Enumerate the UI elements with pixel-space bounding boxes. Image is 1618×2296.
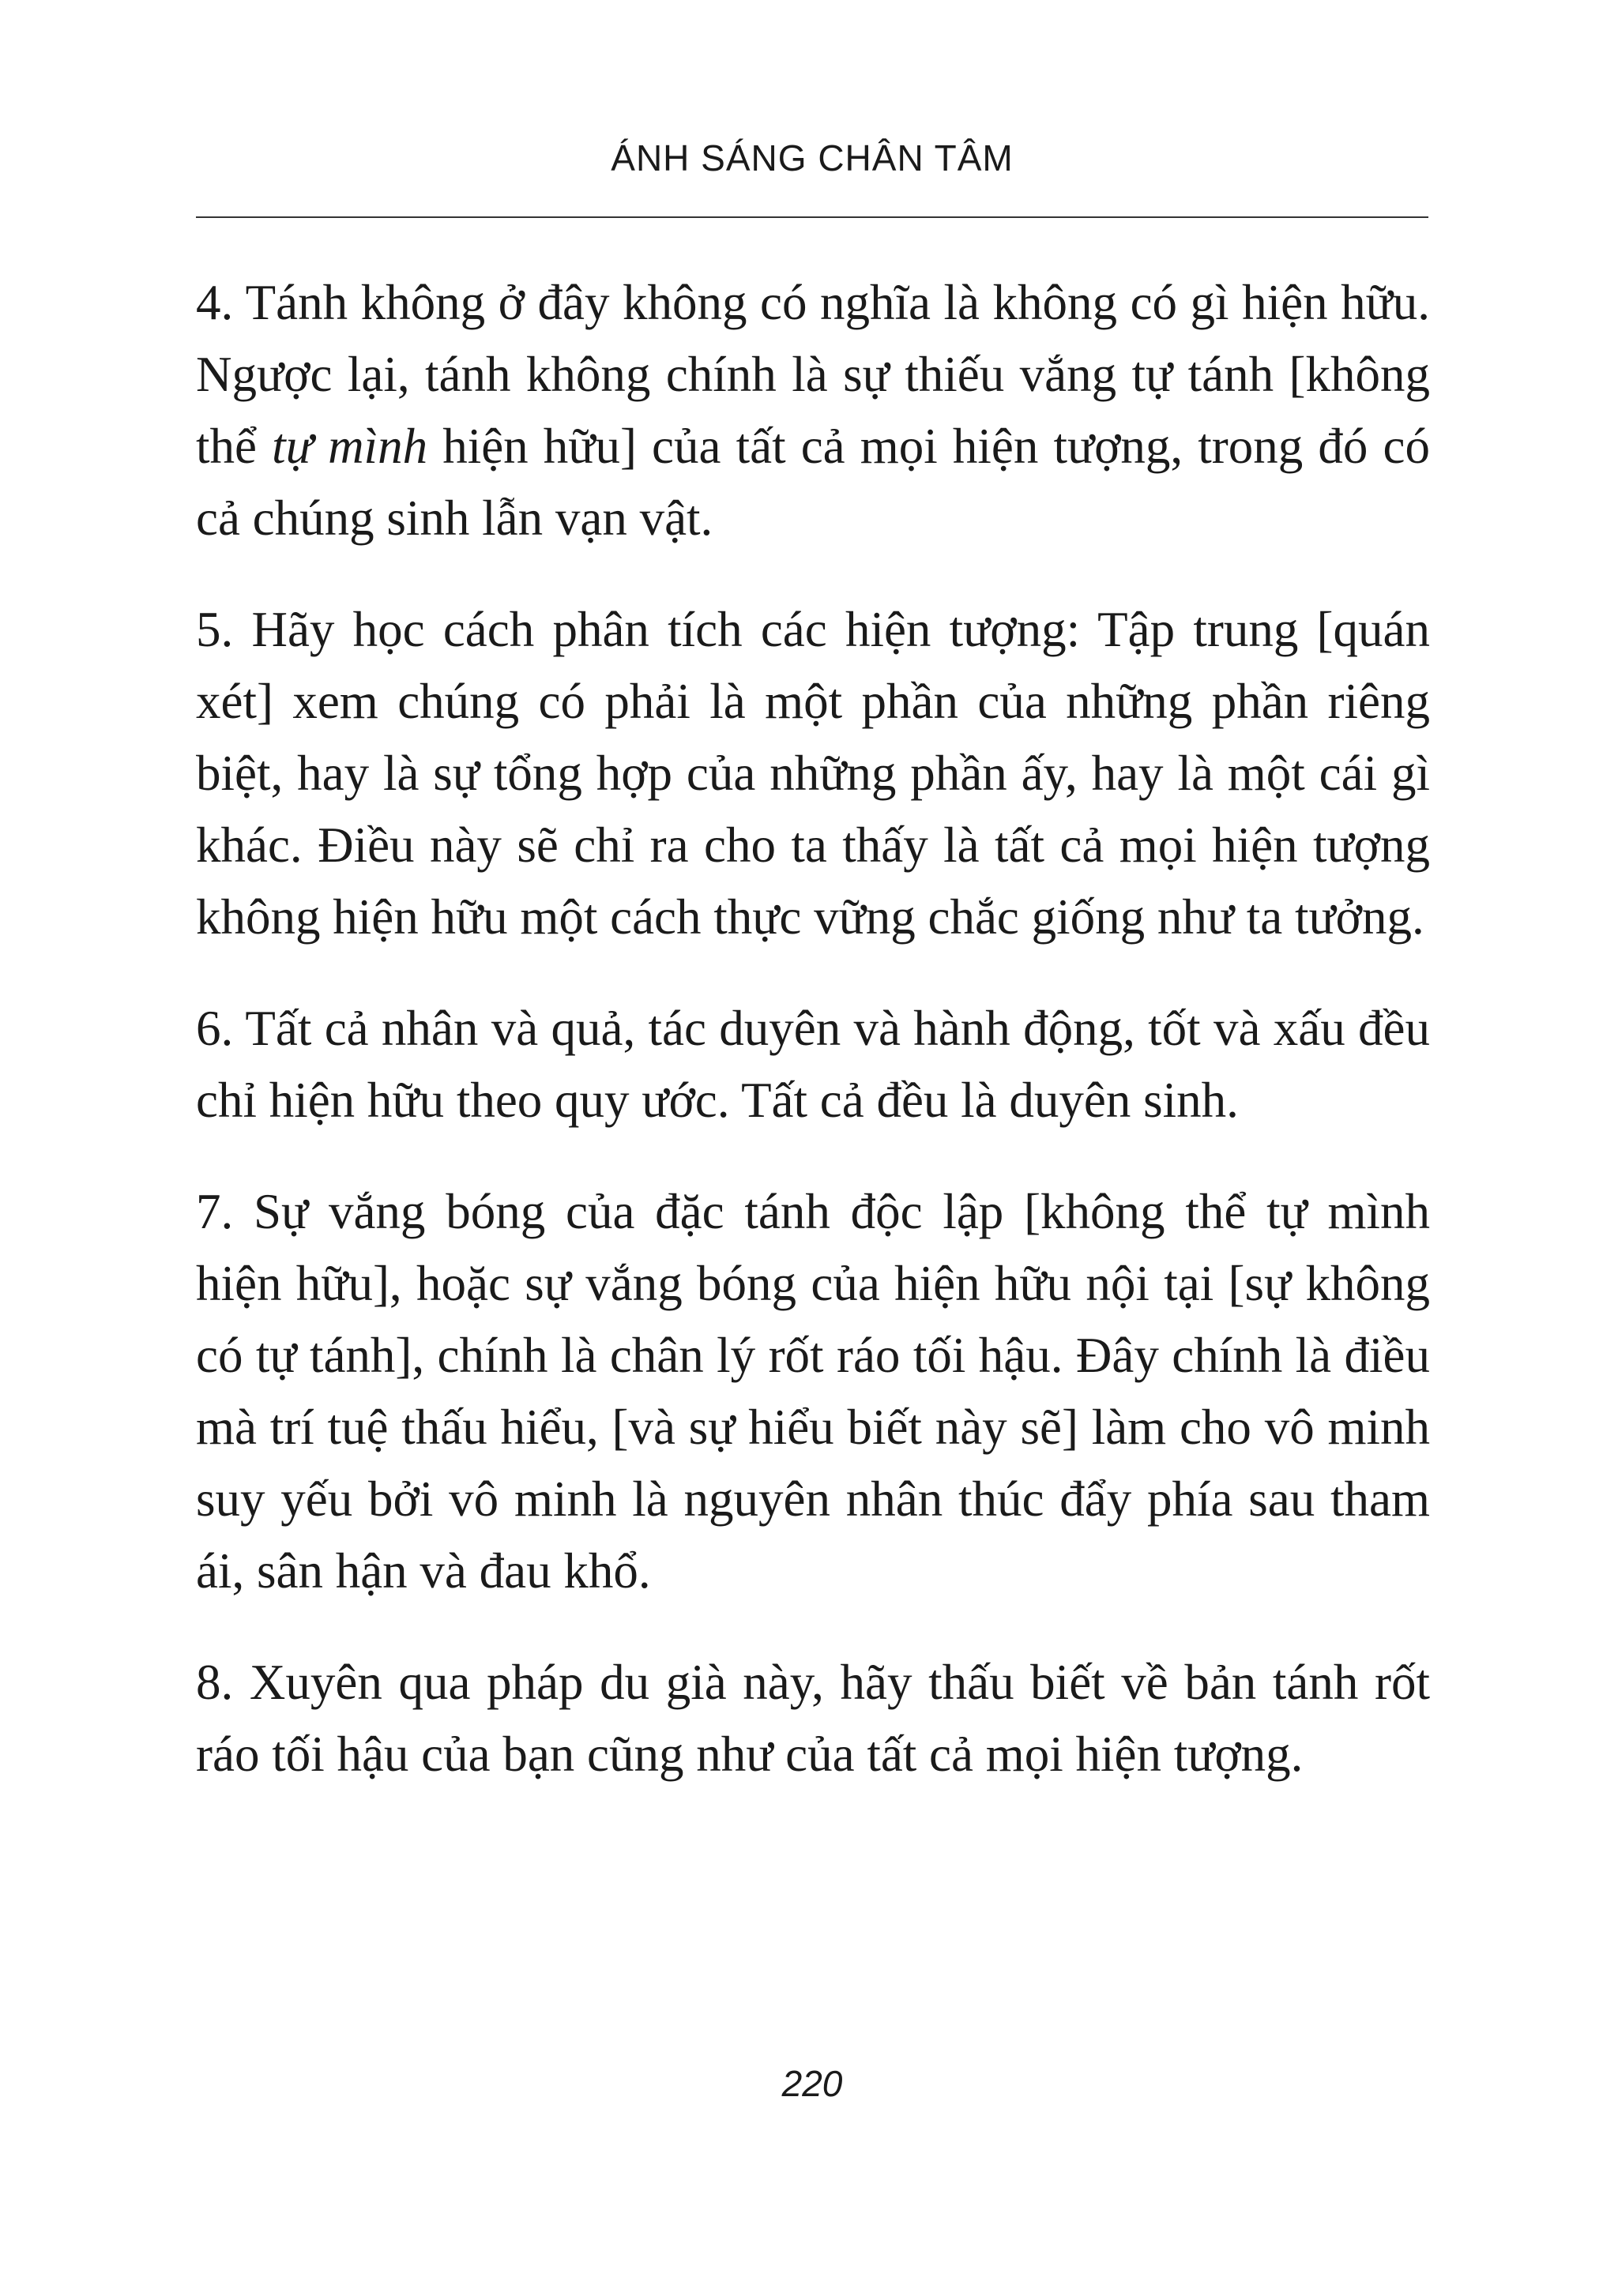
paragraph-4-text-start: 4. Tánh không ở đây không có nghĩa là không có gì hiện hữu. Ngược lại, tánh không chính là sự thiếu vắng tự tánh [không thể: [196, 275, 1430, 474]
paragraph-8: 8. Xuyên qua pháp du già này, hãy thấu biết về bản tánh rốt ráo tối hậu của bạn cũng như của tất cả mọi hiện tượng.: [196, 1655, 1430, 1782]
paragraph-4-italic-phrase: tự mình: [272, 419, 428, 474]
paragraph-5: 5. Hãy học cách phân tích các hiện tượng: Tập trung [quán xét] xem chúng có phải là một phần của những phần riêng biệt, hay là sự tổng hợp của những phần ấy, hay là một cái gì khác. Điều này sẽ chỉ ra cho ta thấy là tất cả mọi hiện tượng không hiện hữu một cách thực vững chắc giống như ta tưởng.: [196, 602, 1430, 945]
body-text: [196, 267, 1430, 1830]
paragraph-4: [196, 267, 1430, 554]
paragraph-4-text-end: hiện hữu] của tất cả mọi hiện tượng, trong đó có cả chúng sinh lẫn vạn vật.: [196, 419, 1430, 546]
paragraph-7: 7. Sự vắng bóng của đặc tánh độc lập [không thể tự mình hiện hữu], hoặc sự vắng bóng của hiện hữu nội tại [sự không có tự tánh], chính là chân lý rốt ráo tối hậu. Đây chính là điều mà trí tuệ thấu hiểu, [và sự hiểu biết này sẽ] làm cho vô minh suy yếu bởi vô minh là nguyên nhân thúc đẩy phía sau tham ái, sân hận và đau khổ.: [196, 1184, 1430, 1599]
header-divider: [196, 216, 1428, 218]
running-header: ÁNH SÁNG CHÂN TÂM: [611, 137, 1014, 178]
paragraph-6: 6. Tất cả nhân và quả, tác duyên và hành động, tốt và xấu đều chỉ hiện hữu theo quy ước. Tất cả đều là duyên sinh.: [196, 1001, 1430, 1128]
page-number: 220: [781, 2063, 843, 2104]
